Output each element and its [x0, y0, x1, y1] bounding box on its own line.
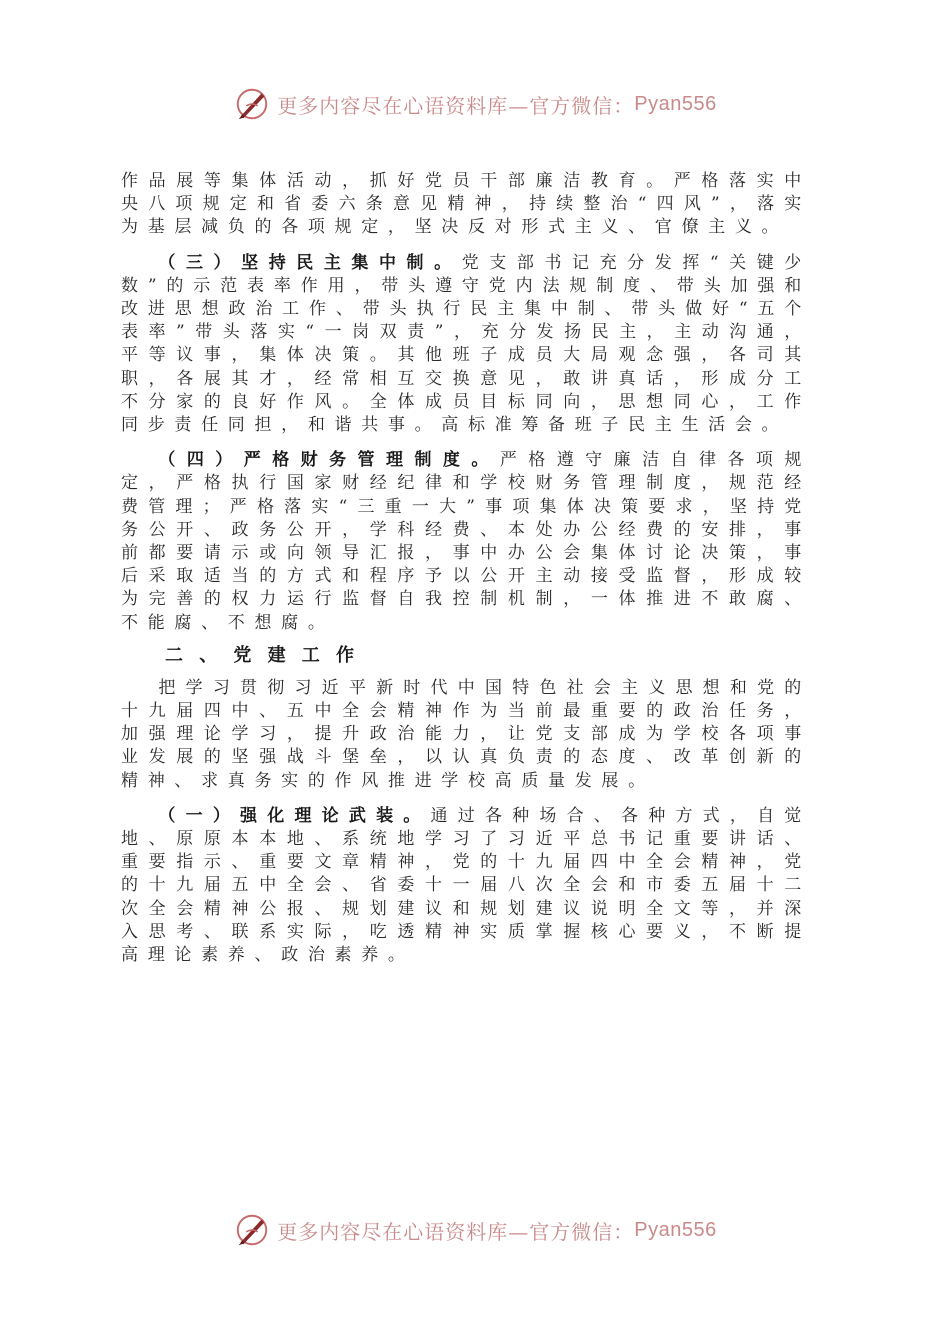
paragraph-financial-management — [121, 449, 811, 635]
paragraph-text: 作品展等集体活动，抓好党员干部廉洁教育。严格落实中央八项规定和省委六条意见精神，持续整治“四风”，落实为基层减负的各项规定，坚决反对形式主义、官僚主义。 — [121, 171, 811, 238]
paragraph-text: 党支部书记充分发挥“关键少数”的示范表率作用，带头遵守党内法规制度、带头加强和改进思想政治工作、带头执行民主集中制、带头做好“五个表率”带头落实“一岗双责”，充分发扬民主，主动沟通，平等议事，集体决策。其他班子成员大局观念强，各司其职，各展其才，经常相互交换意见，敢讲真话，形成分工不分家的良好作风。全体成员目标同向，思想同心，工作同步责任同担，和谐共事。高标准筹备班子民主生活会。 — [121, 252, 811, 436]
document-body — [121, 170, 811, 979]
banner-text: 更多内容尽在心语资料库—官方微信： — [277, 1219, 635, 1244]
footer-banner — [0, 1210, 950, 1250]
banner-text: 更多内容尽在心语资料库—官方微信： — [277, 93, 635, 118]
section-heading: 二、党建工作 — [165, 644, 371, 666]
pen-logo-icon — [233, 85, 271, 123]
paragraph-democratic-centralism — [121, 252, 811, 438]
paragraph-text: 通过各种场合、各种方式，自觉地、原原本本地、系统地学习了习近平总书记重要讲话、重要指示、重要文章精神，党的十九届四中全会精神，党的十九届五中全会、省委十一届八次全会和市委五届十二次全会精神公报、规划建议和规划建议说明全文等，并深入思考、联系实际，吃透精神实质掌握核心要义，不断提高理论素养、政治素养。 — [121, 805, 811, 966]
paragraph-party-building — [121, 677, 811, 793]
pen-logo-icon — [233, 1211, 271, 1249]
banner-wechat-id: Pyan556 — [634, 92, 717, 115]
subheading-one: （一）强化理论武装。 — [158, 805, 431, 826]
paragraph-text: 把学习贯彻习近平新时代中国特色社会主义思想和党的十九届四中、五中全会精神作为当前最重要的政治任务，加强理论学习，提升政治能力，让党支部成为学校各项事业发展的坚强战斗堡垒，以认真负责的态度、改革创新的精神、求真务实的作风推进学校高质量发展。 — [121, 677, 811, 791]
paragraph-theory — [121, 805, 811, 967]
paragraph-continuation — [121, 170, 811, 240]
banner-wechat-id: Pyan556 — [634, 1218, 717, 1241]
paragraph-text: 严格遵守廉洁自律各项规定，严格执行国家财经纪律和学校财务管理制度，规范经费管理；严格落实“三重一大”事项集体决策要求，坚持党务公开、政务公开，学科经费、本处办公经费的安排，事前都要请示或向领导汇报，事中办公会集体讨论决策，事后采取适当的方式和程序予以公开主动接受监督，形成较为完善的权力运行监督自我控制机制，一体推进不敢腐、不能腐、不想腐。 — [121, 450, 812, 633]
subheading-three: （三）坚持民主集中制。 — [158, 252, 462, 273]
subheading-four: （四）严格财务管理制度。 — [158, 450, 500, 471]
header-banner — [0, 84, 950, 124]
